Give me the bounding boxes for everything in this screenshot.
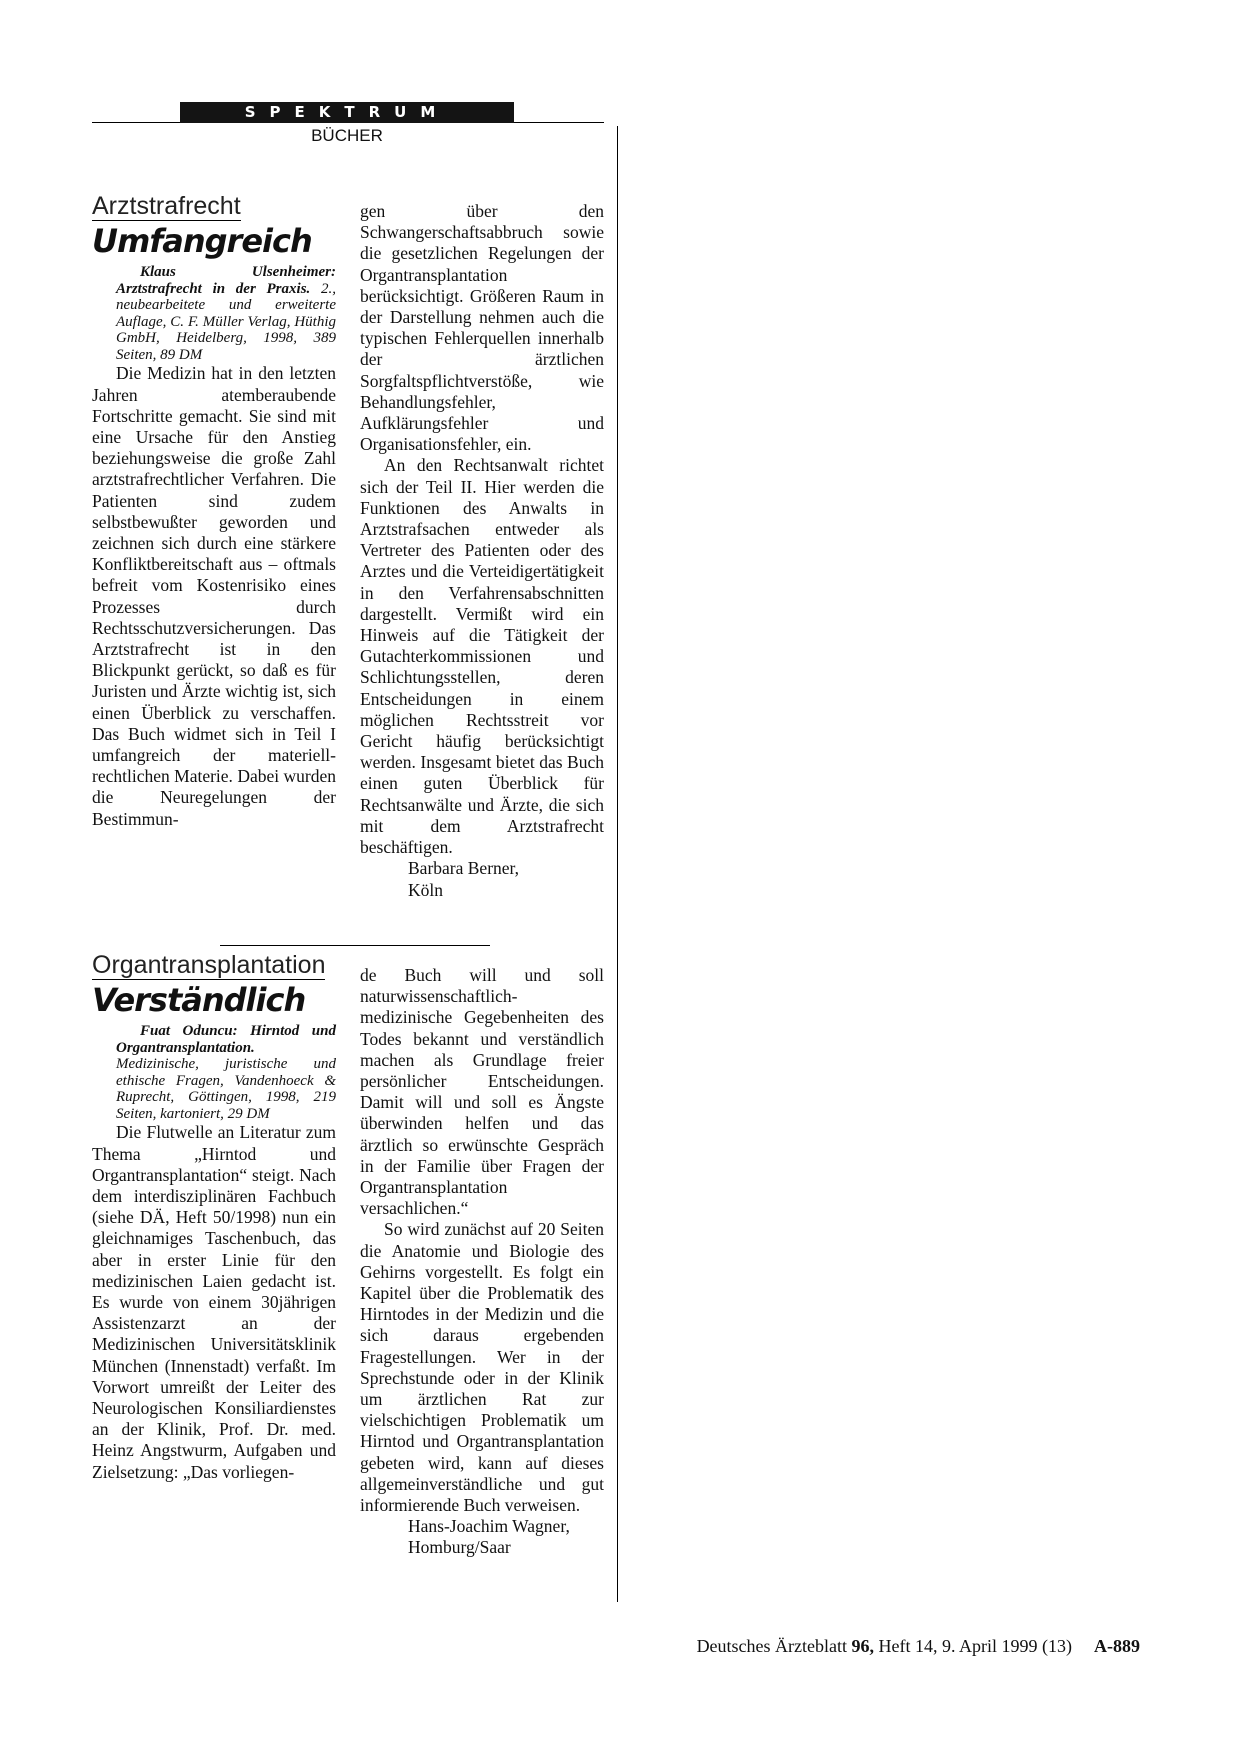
article1-headline: Umfangreich [92, 222, 312, 261]
article2-paragraph-cont: de Buch will und soll naturwissenschaftlich-medizinische Gegebenheiten des Todes bekannt und verständlich machen als Grundlage freier persönlicher Entscheidungen. Damit will und soll es Ängste überwinden helfen und das ärztlich so erwünschte Gespräch in der Familie über Fragen der Organtransplantation versachlichen.“ [360, 965, 604, 1219]
article2-ref-title: Fuat Oduncu: Hirntod und Organtransplantation. [116, 1023, 336, 1056]
article1-city: Köln [408, 879, 443, 900]
footer-journal: Deutsches Ärzteblatt [696, 1636, 852, 1656]
article2-paragraph-2: So wird zunächst auf 20 Seiten die Anatomie und Biologie des Gehirns vorgestellt. Es folgt ein Kapitel über die Problematik des Hirntodes in der Medizin und die sich daraus ergebenden Fragestellungen. Wer in der Sprechstunde oder in der Klinik um ärztlichen Rat zur vielschichtigen Problematik um Hirntod und Organtransplantation gebeten wird, kann auf dieses allgemeinverständliche und gut informierende Buch verweisen. [360, 1219, 604, 1516]
article2-left-column [92, 951, 336, 1483]
section-label: BÜCHER [311, 126, 383, 145]
article2-right-column [360, 965, 604, 1559]
article1-paragraph-cont: gen über den Schwangerschaftsabbruch sowie die gesetzlichen Regelungen der Organtransplantation berücksichtigt. Größeren Raum in der Darstellung nehmen auch die typischen Fehlerquellen innerhalb der ärztlichen Sorgfaltspflichtverstöße, wie Behandlungsfehler, Aufklärungsfehler und Organisationsfehler, ein. [360, 201, 604, 455]
article2-book-reference [92, 1023, 336, 1122]
article1-paragraph: Die Medizin hat in den letzten Jahren atemberaubende Fortschritte gemacht. Sie sind mit eine Ursache für den Anstieg beziehungsweise die große Zahl arztstrafrechtlicher Verfahren. Die Patienten sind zudem selbstbewußter geworden und zeichnen sich durch eine stärkere Konfliktbereitschaft aus – oftmals befreit vom Kostenrisiko eines Prozesses durch Rechtsschutzversicherungen. Das Arztstrafrecht ist in den Blickpunkt gerückt, so daß es für Juristen und Ärzte wichtig ist, sich einen Überblick zu verschaffen. Das Buch widmet sich in Teil I umfangreich der materiell-rechtlichen Materie. Dabei wurden die Neuregelungen der Bestimmun- [92, 363, 336, 829]
article2-headline: Verständlich [92, 981, 306, 1020]
footer-page-number: A-889 [1094, 1636, 1140, 1656]
article1-paragraph-2: An den Rechtsanwalt richtet sich der Teil II. Hier werden die Funktionen des Anwalts in Arztstrafsachen entweder als Vertreter des Patienten oder des Arztes und die Verteidigertätigkeit in den Verfahrensabschnitten dargestellt. Vermißt wird ein Hinweis auf die Tätigkeit der Gutachterkommissionen und Schlichtungsstellen, deren Entscheidungen in einem möglichen Rechtsstreit vor Gericht häufig berücksichtigt werden. Insgesamt bietet das Buch einen guten Überblick für Rechtsanwälte und Ärzte, die sich mit dem Arztstrafrecht beschäftigen. [360, 455, 604, 858]
article1-author: Barbara Berner, [408, 858, 520, 879]
column-rule [617, 126, 618, 1602]
article1-right-column [360, 201, 604, 901]
article1-topic: Arztstrafrecht [92, 192, 241, 220]
article2-author: Hans-Joachim Wagner, [408, 1516, 570, 1537]
page-footer [697, 1636, 1140, 1657]
article1-ref-title: Klaus Ulsenheimer: Arztstrafrecht in der Praxis. [116, 264, 336, 297]
article1-ref-details: 2., neubearbeitete und erweiterte Auflage, C. F. Müller Verlag, Hüthig GmbH, Heidelberg, 1998, 389 Seiten, 89 DM [116, 280, 337, 363]
article-divider [220, 945, 490, 946]
article2-paragraph: Die Flutwelle an Literatur zum Thema „Hirntod und Organtransplantation“ steigt. Nach dem interdisziplinären Fachbuch (siehe DÄ, Heft 50/1998) nun ein gleichnamiges Taschenbuch, das aber in erster Linie für den medizinischen Laien gedacht ist. Es wurde von einem 30jährigen Assistenzarzt an der Medizinischen Universitätsklinik München (Innenstadt) verfaßt. Im Vorwort umreißt der Leiter des Neurologischen Konsiliardienstes an der Klinik, Prof. Dr. med. Heinz Angstwurm, Aufgaben und Zielsetzung: „Das vorliegen- [92, 1122, 336, 1482]
section-band: SPEKTRUM [180, 102, 514, 123]
article2-ref-details: Medizinische, juristische und ethische Fragen, Vandenhoeck & Ruprecht, Göttingen, 1998, 219 Seiten, kartoniert, 29 DM [116, 1056, 336, 1122]
footer-volume: 96, [851, 1636, 875, 1656]
article1-left-column [92, 192, 337, 830]
article2-city: Homburg/Saar [408, 1537, 511, 1558]
article1-book-reference [92, 264, 336, 363]
article2-topic: Organtransplantation [92, 951, 326, 979]
footer-issue: Heft 14, 9. April 1999 (13) [874, 1636, 1072, 1656]
